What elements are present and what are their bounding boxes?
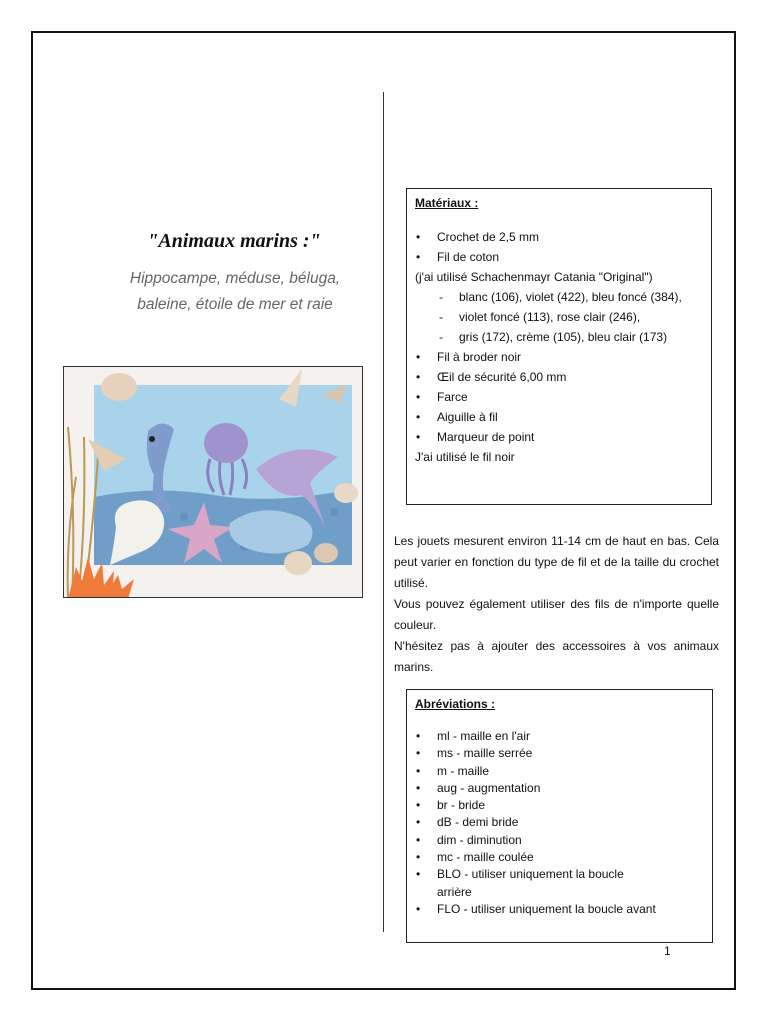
list-item: • ml - maille en l'air [415,728,704,745]
list-item: - blanc (106), violet (422), bleu foncé (384), [415,287,703,307]
paragraph: N'hésitez pas à ajouter des accessoires à vos animaux marins. [394,639,719,674]
paragraph: Les jouets mesurent environ 11-14 cm de haut en bas. Cela peut varier en fonction du type de fil et de la taille du crochet utilisé. [394,534,719,590]
list-item: • aug - augmentation [415,780,704,797]
page-subtitle [110,266,360,318]
list-item: • Crochet de 2,5 mm [415,227,703,247]
list-item: • m - maille [415,763,704,780]
abbreviations-list [415,728,704,918]
list-item: • Fil à broder noir [415,347,703,367]
color-list [415,287,703,347]
description-text [394,531,719,678]
list-item: - violet foncé (113), rose clair (246), [415,307,703,327]
materials-box [406,188,712,505]
column-divider [383,92,384,932]
list-item: • Œil de sécurité 6,00 mm [415,367,703,387]
list-item-line: arrière [437,884,472,899]
list-item: • mc - maille coulée [415,849,704,866]
list-item: • Farce [415,387,703,407]
list-item: • br - bride [415,797,704,814]
abbreviations-heading: Abréviations : [415,697,496,711]
sea-animals-photo [63,366,363,598]
abbreviations-box [406,689,713,943]
list-item: • Aiguille à fil [415,407,703,427]
list-item [415,866,704,901]
materials-note: J'ai utilisé le fil noir [415,450,515,464]
materials-list [415,227,703,267]
list-item: • Marqueur de point [415,427,703,447]
paragraph: Vous pouvez également utiliser des fils de n'importe quelle couleur. [394,597,719,632]
materials-note: (j'ai utilisé Schachenmayr Catania "Original") [415,270,653,284]
list-item: • dim - diminution [415,832,704,849]
subtitle-line: baleine, étoile de mer et raie [137,296,333,313]
page-number: 1 [664,944,671,958]
list-item: • Fil de coton [415,247,703,267]
list-item: • ms - maille serrée [415,745,704,762]
list-item: • dB - demi bride [415,814,704,831]
materials-list [415,347,703,447]
page-title: "Animaux marins :" [147,230,321,252]
list-item-line: • BLO - utiliser uniquement la boucle [437,867,624,882]
list-item: • FLO - utiliser uniquement la boucle avant [415,901,704,918]
materials-heading: Matériaux : [415,196,479,210]
list-item: - gris (172), crème (105), bleu clair (173) [415,327,703,347]
subtitle-line: Hippocampe, méduse, béluga, [129,270,341,287]
